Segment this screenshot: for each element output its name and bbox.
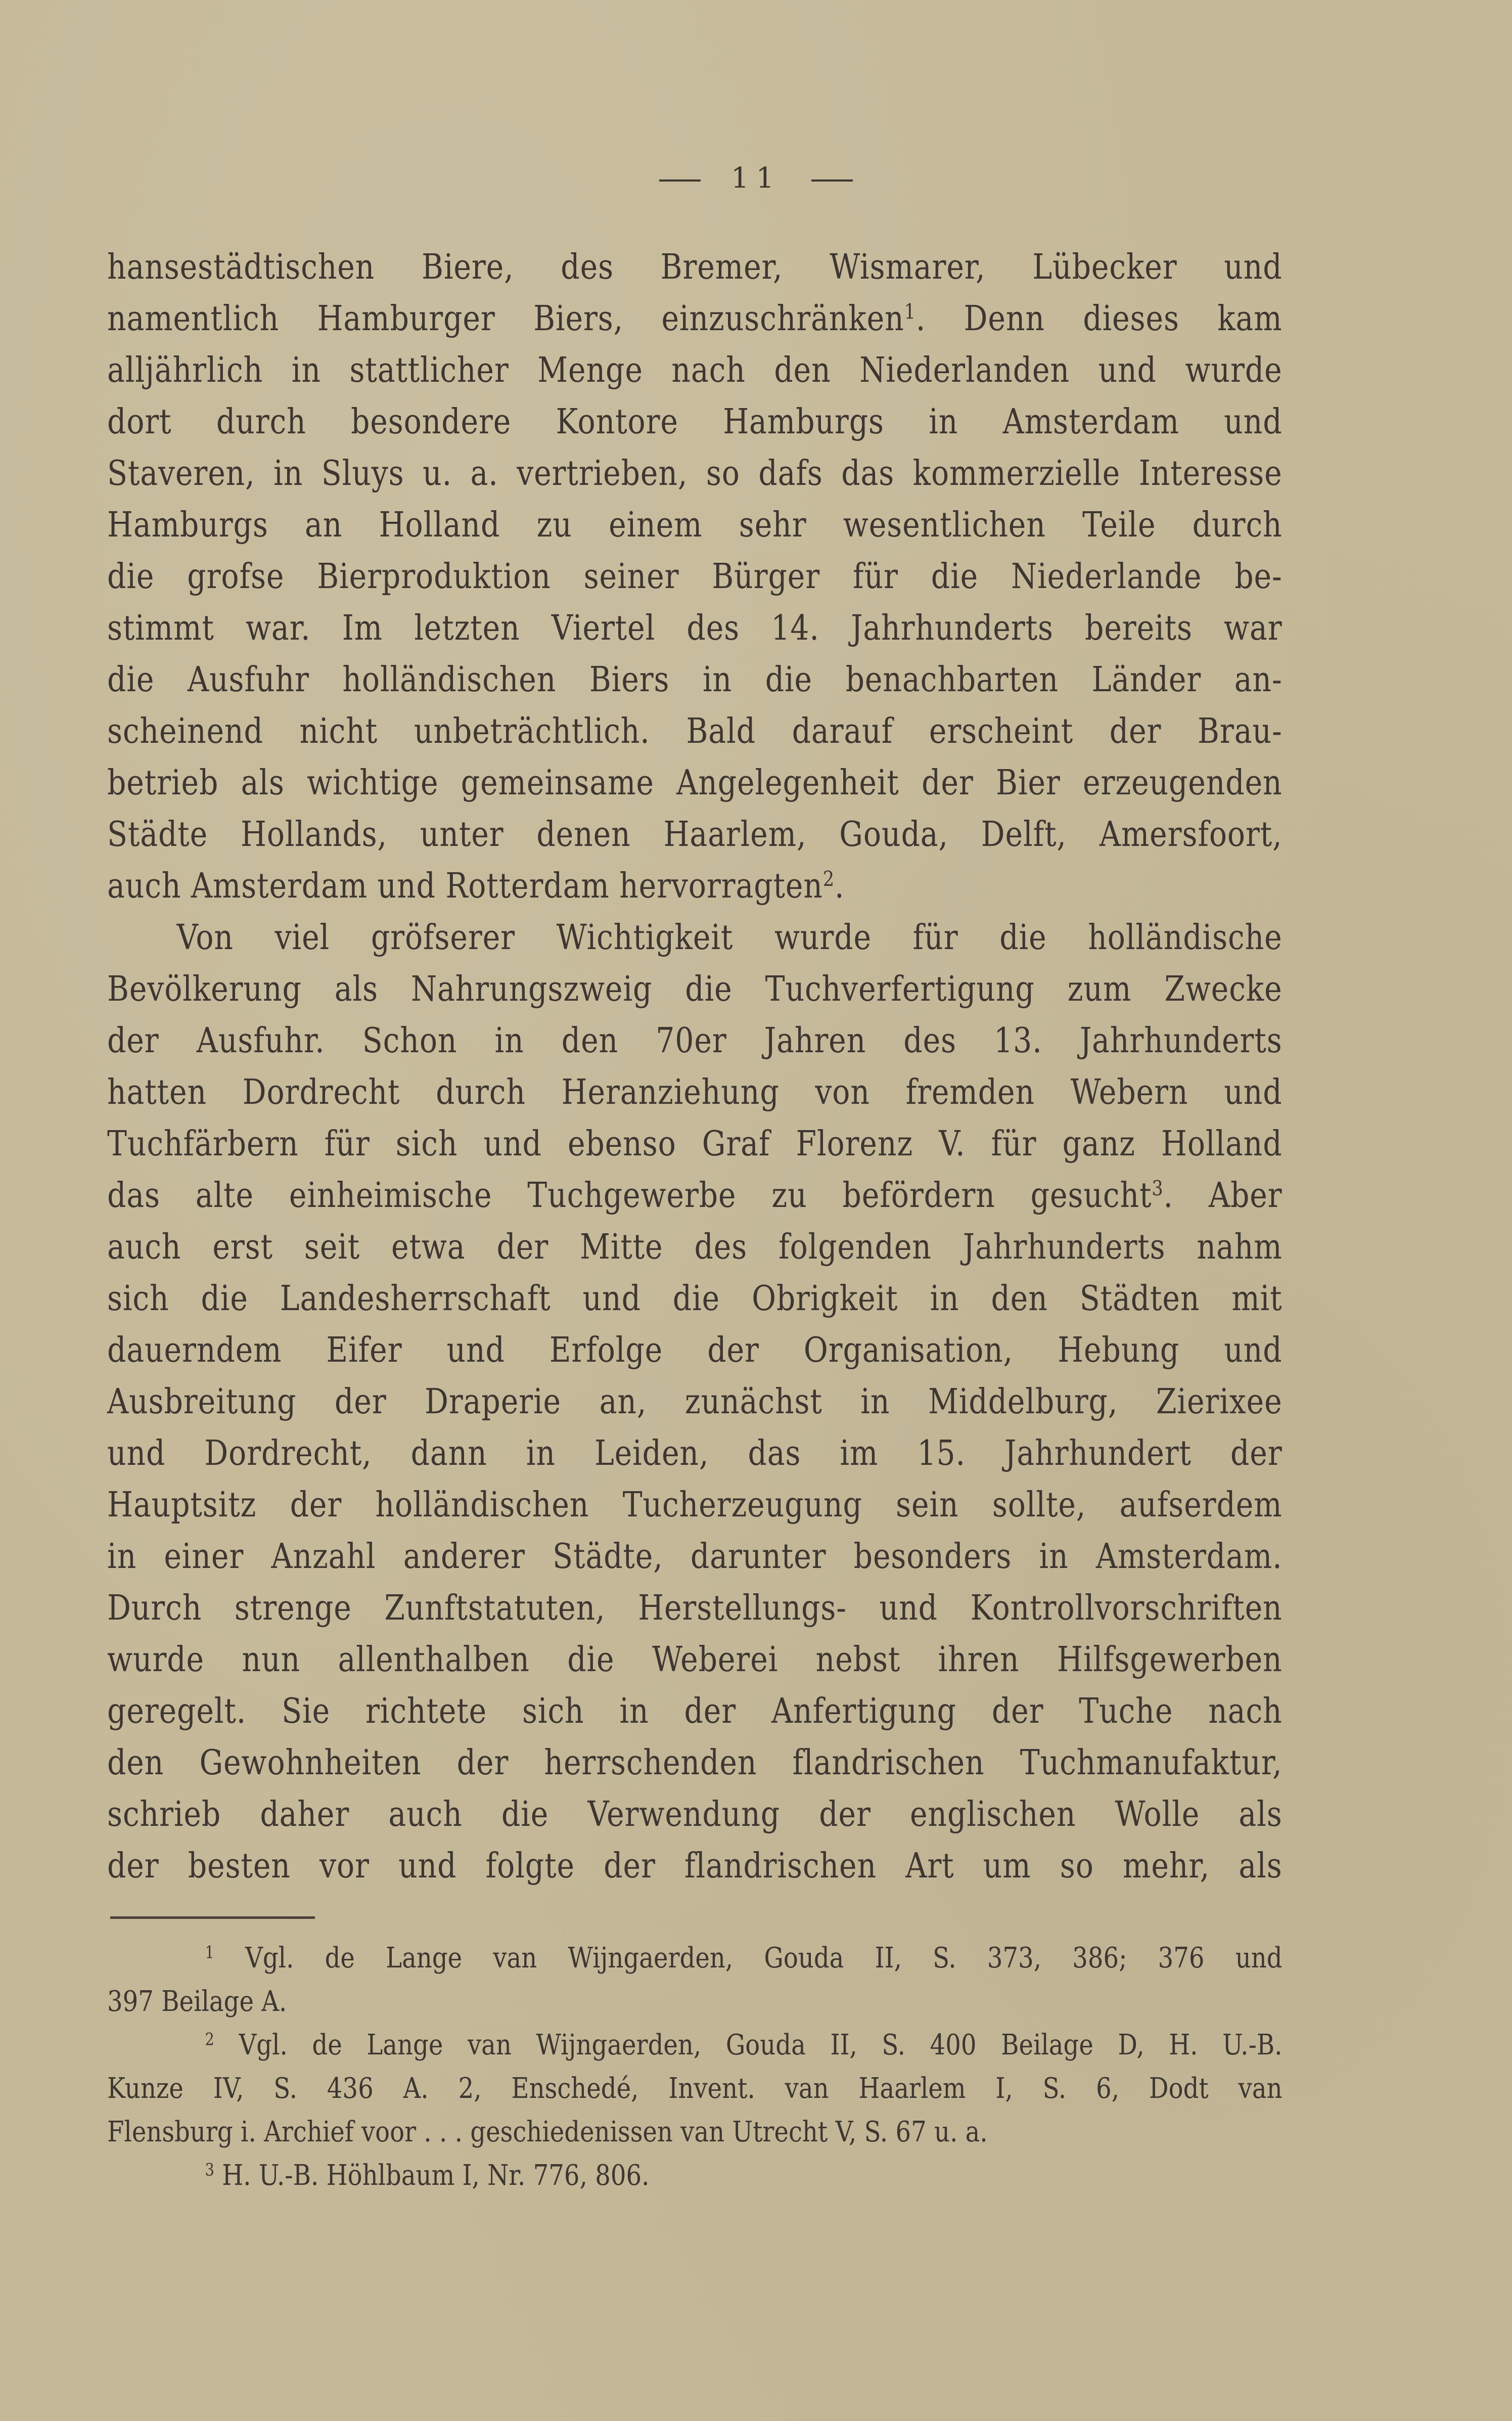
footnote-1-cont: 397 Beilage A. xyxy=(107,1985,287,2018)
page-number: 11 xyxy=(730,162,782,195)
text-line: dauerndem Eifer und Erfolge der Organisation, Hebung und xyxy=(107,1330,1282,1370)
text-line: der besten vor und folgte der flandrischen Art um so mehr, als xyxy=(107,1846,1282,1886)
text-line: in einer Anzahl anderer Städte, darunter besonders in Amsterdam. xyxy=(107,1537,1282,1577)
text-line: schrieb daher auch die Verwendung der englischen Wolle als xyxy=(107,1795,1282,1834)
footnote-2: $^2$ Vgl. de Lange van Wijngaerden, Gouda II, S. 400 Beilage D, H. U.-B. xyxy=(205,2029,1282,2061)
footnote-2-cont: Flensburg i. Archief voor . . . geschiedenissen van Utrecht V, S. 67 u. a. xyxy=(107,2116,988,2148)
text-line: Staveren, in Sluys u. a. vertrieben, so dafs das kommerzielle Interesse xyxy=(107,454,1282,494)
footnote-marker: 3 xyxy=(205,2160,214,2180)
footnote-marker: 1 xyxy=(205,1942,214,1962)
footnote-marker: 2 xyxy=(205,2029,214,2049)
footnote-ref: 1 xyxy=(904,299,916,324)
text-line: auch erst seit etwa der Mitte des folgenden Jahrhunderts nahm xyxy=(107,1227,1282,1267)
text-line: den Gewohnheiten der herrschenden flandrischen Tuchmanufaktur, xyxy=(107,1743,1282,1783)
paragraph-start-line: Von viel gröfserer Wichtigkeit wurde für die holländische xyxy=(176,918,1282,958)
text-line: Tuchfärbern für sich und ebenso Graf Florenz V. für ganz Holland xyxy=(107,1124,1282,1164)
text-line: geregelt. Sie richtete sich in der Anfertigung der Tuche nach xyxy=(107,1691,1282,1731)
text-line: stimmt war. Im letzten Viertel des 14. Jahrhunderts bereits war xyxy=(107,608,1282,648)
footnote-ref: 3 xyxy=(1152,1176,1164,1201)
text-line: Hauptsitz der holländischen Tucherzeugung sein sollte, aufserdem xyxy=(107,1485,1282,1525)
text-line: auch Amsterdam und Rotterdam hervorragten$^2$. xyxy=(107,866,845,906)
text-line: hansestädtischen Biere, des Bremer, Wismarer, Lübecker und xyxy=(107,247,1282,287)
page-number-header xyxy=(0,161,1512,196)
text-line: Städte Hollands, unter denen Haarlem, Gouda, Delft, Amersfoort, xyxy=(107,815,1282,855)
right-dash xyxy=(811,180,853,182)
footnotes xyxy=(107,1937,1282,2198)
left-dash xyxy=(659,180,701,182)
text-line: die grofse Bierproduktion seiner Bürger für die Niederlande be- xyxy=(107,557,1282,597)
text-line: scheinend nicht unbeträchtlich. Bald darauf erscheint der Brau- xyxy=(107,711,1282,751)
text-line: dort durch besondere Kontore Hamburgs in Amsterdam und xyxy=(107,402,1282,442)
footnote-1: $^1$ Vgl. de Lange van Wijngaerden, Gouda II, S. 373, 386; 376 und xyxy=(205,1942,1282,1975)
footnote-ref: 2 xyxy=(822,867,835,891)
text-line: namentlich Hamburger Biers, einzuschränken$^1$. Denn dieses kam xyxy=(107,299,1282,339)
footnote-3: $^3$ H. U.-B. Höhlbaum I, Nr. 776, 806. xyxy=(205,2159,650,2192)
text-line: sich die Landesherrschaft und die Obrigkeit in den Städten mit xyxy=(107,1279,1282,1319)
text-line: die Ausfuhr holländischen Biers in die benachbarten Länder an- xyxy=(107,660,1282,700)
footnote-2-cont: Kunze IV, S. 436 A. 2, Enschedé, Invent. van Haarlem I, S. 6, Dodt van xyxy=(107,2072,1282,2105)
text-line: Durch strenge Zunftstatuten, Herstellungs- und Kontrollvorschriften xyxy=(107,1588,1282,1628)
text-line: Bevölkerung als Nahrungszweig die Tuchverfertigung zum Zwecke xyxy=(107,969,1282,1009)
body-text xyxy=(107,242,1282,1892)
text-line: und Dordrecht, dann in Leiden, das im 15. Jahrhundert der xyxy=(107,1433,1282,1473)
text-line: betrieb als wichtige gemeinsame Angelegenheit der Bier erzeugenden xyxy=(107,763,1282,803)
text-line: das alte einheimische Tuchgewerbe zu befördern gesucht$^3$. Aber xyxy=(107,1176,1282,1216)
text-line: wurde nun allenthalben die Weberei nebst ihren Hilfsgewerben xyxy=(107,1640,1282,1680)
text-line: der Ausfuhr. Schon in den 70er Jahren des 13. Jahrhunderts xyxy=(107,1021,1282,1061)
text-line: alljährlich in stattlicher Menge nach den Niederlanden und wurde xyxy=(107,350,1282,390)
text-line: Ausbreitung der Draperie an, zunächst in Middelburg, Zierixee xyxy=(107,1382,1282,1422)
text-line: Hamburgs an Holland zu einem sehr wesentlichen Teile durch xyxy=(107,505,1282,545)
text-line: hatten Dordrecht durch Heranziehung von fremden Webern und xyxy=(107,1072,1282,1112)
footnote-divider xyxy=(110,1916,315,1919)
